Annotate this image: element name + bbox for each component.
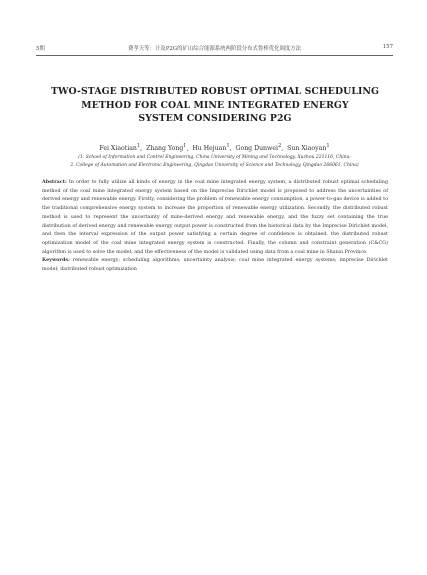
page-number: 157	[382, 44, 393, 50]
author-affiliation-mark: 2	[277, 143, 282, 149]
title-line: TWO-STAGE DISTRIBUTED ROBUST OPTIMAL SCHEDULING	[50, 86, 380, 97]
header-rule	[36, 55, 393, 56]
keywords-text: renewable energy; scheduling algorithms; uncertainty analysis; coal mine integrated energy systems; imprecise Dirichlet model; distributed robust optimization	[42, 257, 388, 273]
author-name: Gong Dunwei	[235, 145, 278, 153]
title-line: SYSTEM CONSIDERING P2G	[138, 113, 292, 124]
author-list: Fei Xiaotian$^1$, Zhang Yong$^1$, Hu Hejuan$^1$, Gong Dunwei$^2$, Sun Xiaoyan$^1$	[99, 143, 330, 153]
keywords-paragraph	[42, 256, 388, 273]
author-name: Sun Xiaoyan	[287, 145, 327, 153]
author-name: Hu Hejuan	[192, 145, 227, 153]
abstract-block	[42, 178, 388, 274]
title-line: METHOD FOR COAL MINE INTEGRATED ENERGY	[81, 99, 349, 111]
author-name: Zhang Yong	[146, 145, 184, 153]
author-affiliation-mark: 1	[136, 143, 141, 149]
author-affiliation-mark: 1	[326, 143, 330, 149]
abstract-paragraph	[42, 178, 388, 256]
running-title: 费孝天等：计及P2G的矿山综合能源系统两阶段分布式鲁棒优化调度方法	[127, 46, 302, 52]
issue-number: 5期	[36, 46, 45, 52]
affiliation-1: (1. School of Information and Control Engineering, China University of Mining and Technology, Xuzhou 221116, China;	[78, 155, 351, 160]
keywords-label: Keywords:	[42, 257, 70, 264]
abstract-text: In order to fully utilize all kinds of energy in the coal mine integrated energy system, a distributed robust optimal scheduling method of the coal mine integrated energy system based on the Imprecise Dirichlet model is proposed to address the uncertainties of derived energy and renewable energy. Firstly, considering the problem of renewable energy consumption, a power-to-gas device is added to the traditional comprehensive energy system to increase the proportion of renewable energy utilization. Secondly, the distributed robust method is used to represent the uncertainty of mine-derived energy and renewable energy, and the fuzzy set containing the true distribution of derived energy and renewable energy output power is constructed from the historical data by the Imprecise Dirichlet model, and then the interval expression of the output power satisfying a certain degree of confidence is obtained. the distributed robust optimization model of the coal mine integrated energy system is constructed. Finally, the column and constraint generation (C&CG) algorithm is used to solve the model, and the effectiveness of the model is validated using data from a coal mine in Shanxi Province.	[42, 179, 388, 255]
paper-title	[40, 85, 390, 126]
author-name: Fei Xiaotian	[99, 145, 137, 153]
affiliation-2: 2. College of Automation and Electronic Engineering, Qingdao University of Science and Technology, Qingdao 266061, China)	[70, 163, 359, 168]
author-affiliation-mark: 1	[226, 143, 230, 149]
running-header	[36, 44, 393, 54]
abstract-label: Abstract:	[42, 179, 67, 185]
author-affiliation-mark: 1	[183, 143, 187, 149]
